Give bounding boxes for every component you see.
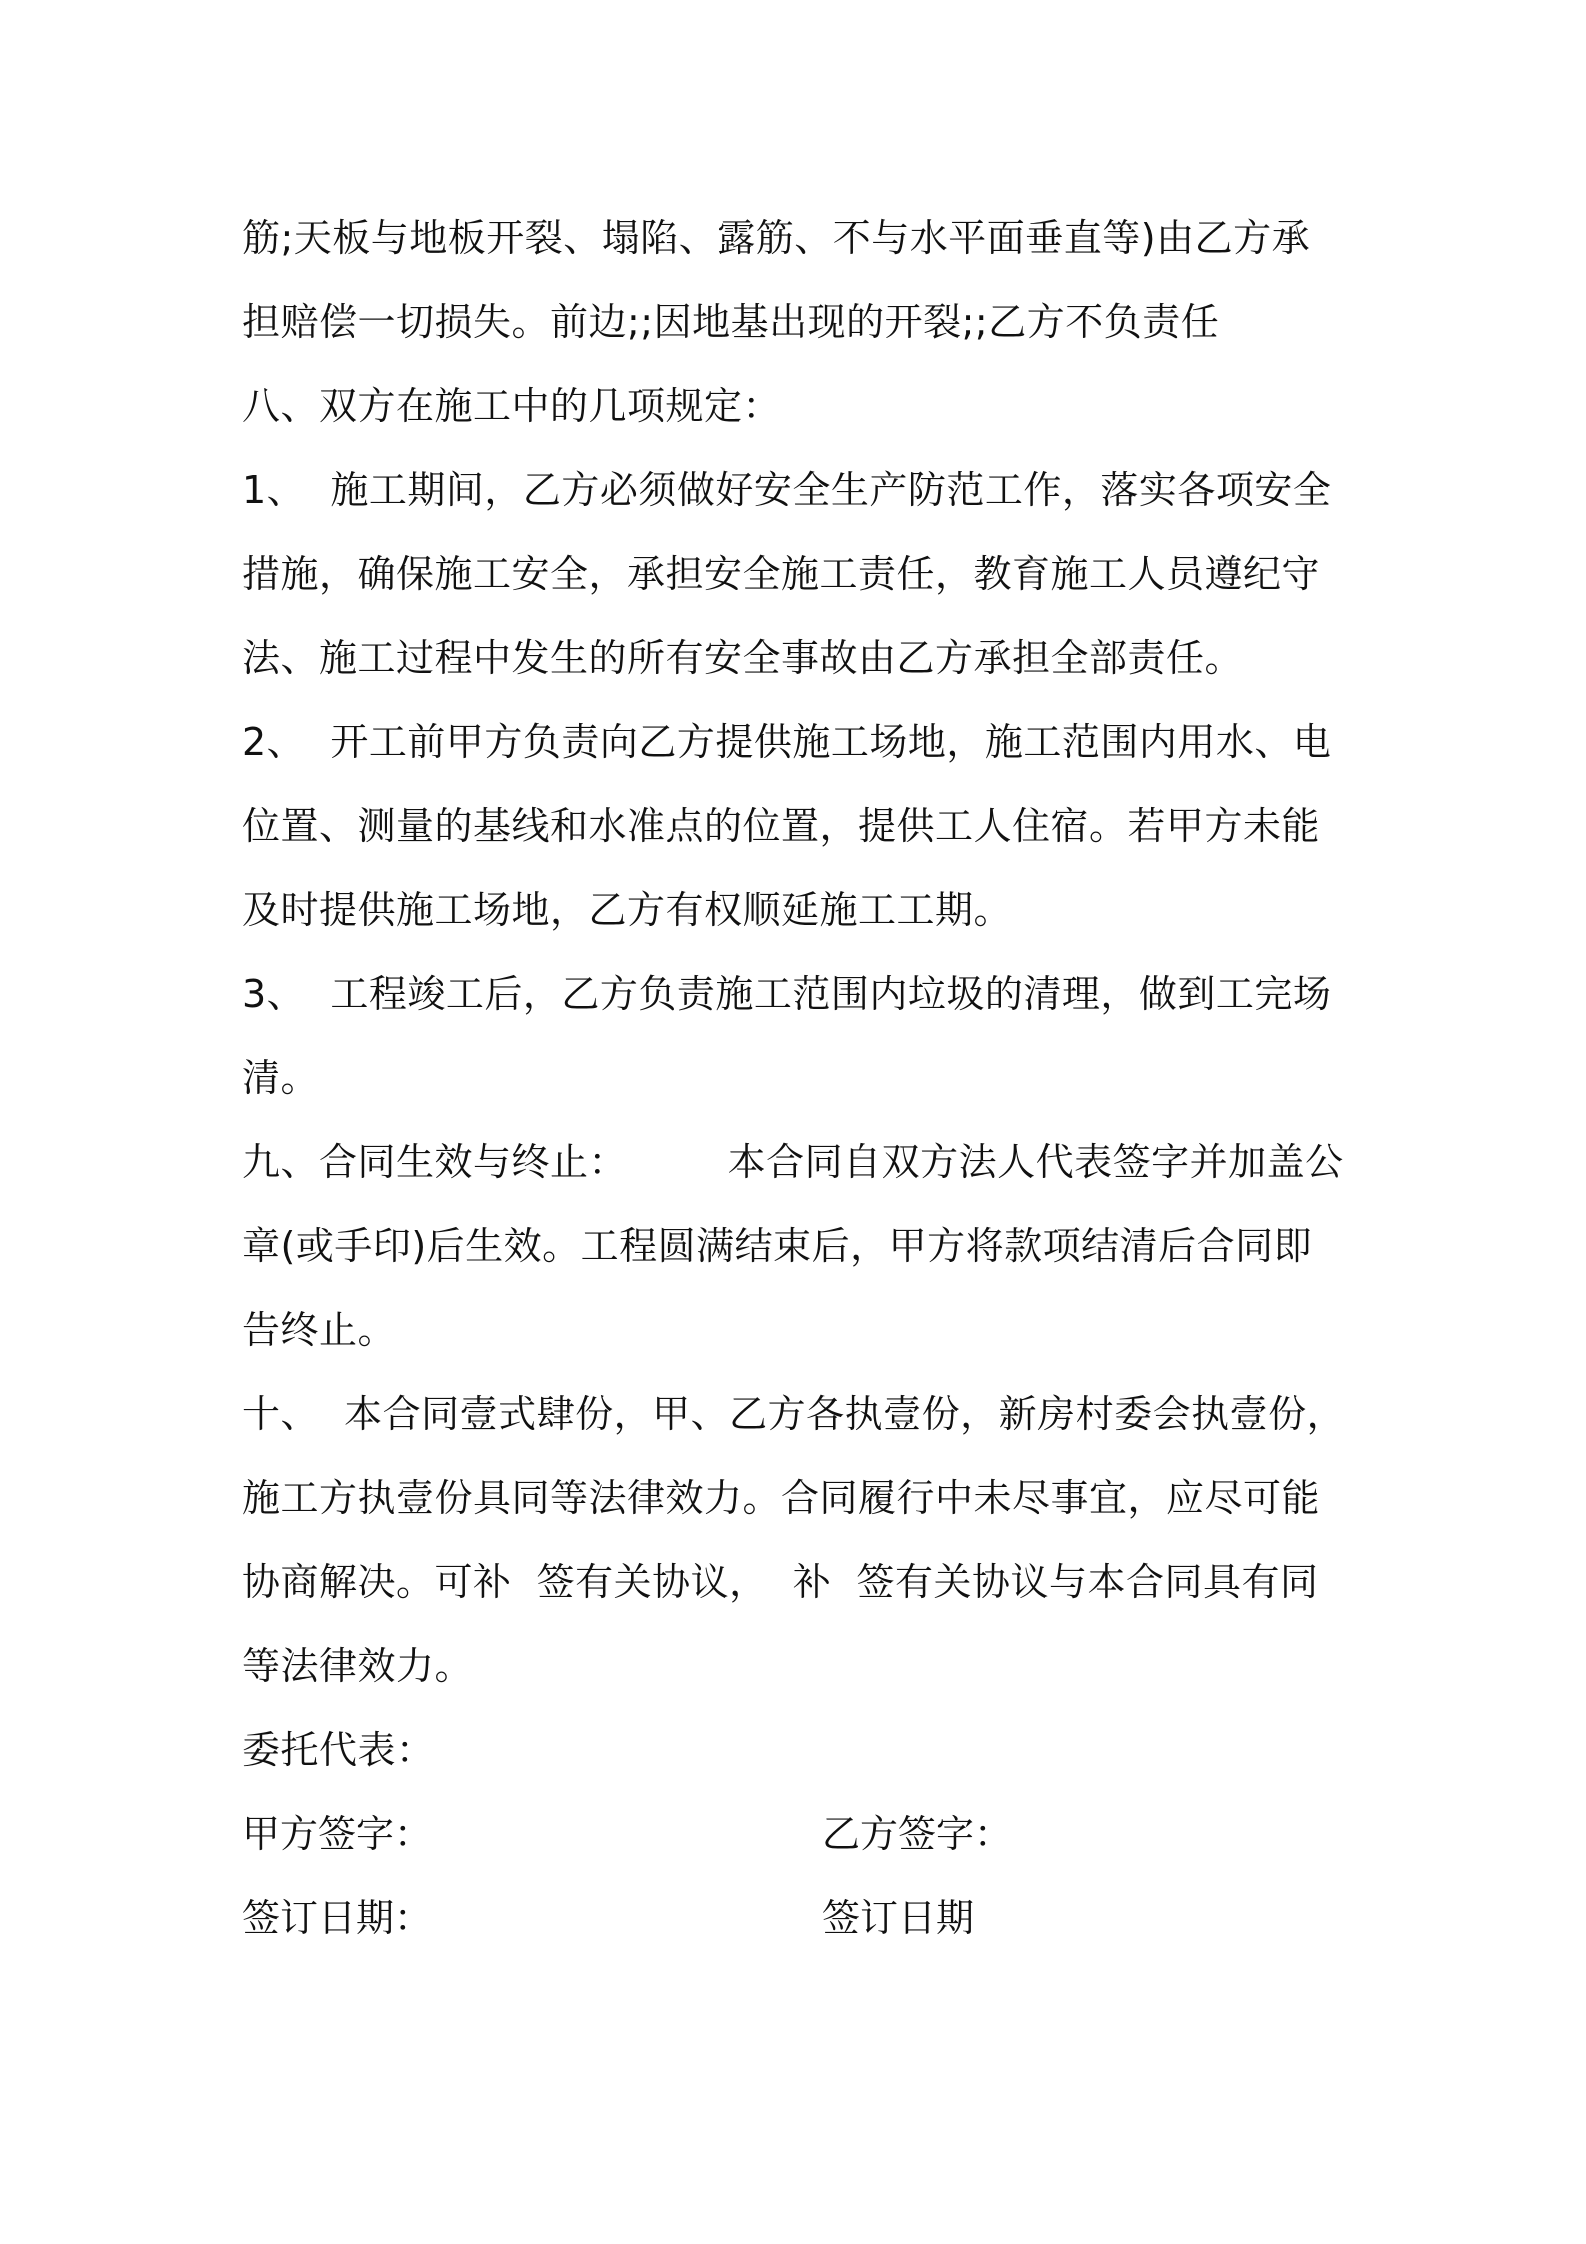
- date-row: [242, 1876, 1362, 1960]
- text-line: 1、 施工期间，乙方必须做好安全生产防范工作，落实各项安全: [242, 468, 1332, 512]
- section-heading: 八、双方在施工中的几项规定：: [242, 384, 782, 428]
- text-line: 法、施工过程中发生的所有安全事故由乙方承担全部责任。: [242, 636, 1244, 680]
- text-line: 位置、测量的基线和水准点的位置，提供工人住宿。若甲方未能: [242, 804, 1321, 848]
- text-line: 2、 开工前甲方负责向乙方提供施工场地，施工范围内用水、电: [242, 720, 1332, 764]
- text-line: 及时提供施工场地，乙方有权顺延施工工期。: [242, 888, 1013, 932]
- section-heading: 十、 本合同壹式肆份，甲、乙方各执壹份，新房村委会执壹份，: [242, 1392, 1346, 1436]
- text-line: 筋;天板与地板开裂、塌陷、露筋、不与水平面垂直等)由乙方承: [242, 216, 1311, 260]
- section-heading: 九、合同生效与终止： 本合同自双方法人代表签字并加盖公: [242, 1140, 1344, 1184]
- document-body: [242, 196, 1362, 1960]
- delegate-label: 委托代表：: [242, 1728, 435, 1772]
- text-line: 章(或手印)后生效。工程圆满结束后，甲方将款项结清后合同即: [242, 1224, 1313, 1268]
- signature-row: [242, 1792, 1362, 1876]
- party-a-date-label: 签订日期：: [242, 1896, 433, 1940]
- text-line: 等法律效力。: [242, 1644, 474, 1688]
- text-line: 担赔偿一切损失。前边;;因地基出现的开裂;;乙方不负责任: [242, 300, 1220, 344]
- party-a-signature-label: 甲方签字：: [242, 1812, 433, 1856]
- text-line: 措施，确保施工安全，承担安全施工责任，教育施工人员遵纪守: [242, 552, 1321, 596]
- text-line: 告终止。: [242, 1308, 397, 1352]
- party-b-signature-label: 乙方签字：: [822, 1812, 1013, 1856]
- text-line: 协商解决。可补 签有关协议， 补 签有关协议与本合同具有同: [242, 1560, 1319, 1604]
- text-line: 清。: [242, 1056, 320, 1100]
- text-line: 3、 工程竣工后，乙方负责施工范围内垃圾的清理，做到工完场: [242, 972, 1332, 1016]
- party-b-date-label: 签订日期: [822, 1896, 975, 1940]
- text-line: 施工方执壹份具同等法律效力。合同履行中未尽事宜，应尽可能: [242, 1476, 1321, 1520]
